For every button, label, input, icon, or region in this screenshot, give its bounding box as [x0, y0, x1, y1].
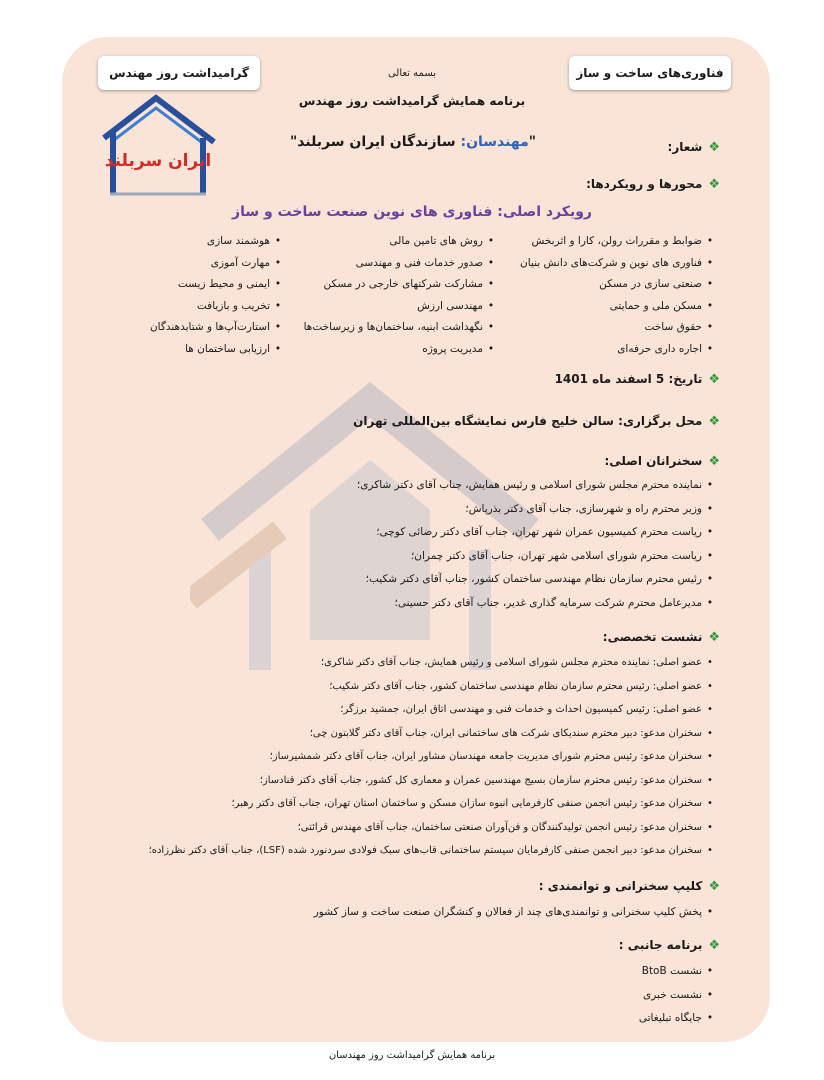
list-item: • مهارت آموزی: [150, 253, 286, 275]
list-item: • ریاست محترم کمیسیون عمران شهر تهران، جناب آقای دکتر رضائی کوچی؛: [357, 521, 718, 545]
list-item: • عضو اصلی: نماینده محترم مجلس شورای اسلامی و رئیس همایش، جناب آقای دکتر شاکری؛: [149, 651, 718, 675]
date-label: تاریخ:: [668, 372, 703, 386]
slogan-quote: ": [528, 134, 537, 150]
list-item: • نشست خبری: [639, 984, 718, 1008]
list-item: • صنعتی سازی در مسکن: [520, 274, 718, 296]
slogan-rest: سازندگان ایران سربلند": [290, 134, 461, 150]
diamond-bullet-icon: ❖: [708, 630, 720, 645]
side-program-row: [619, 938, 720, 953]
list-item: • اجاره داری حرفه‌ای: [520, 339, 718, 361]
diamond-bullet-icon: ❖: [708, 414, 720, 429]
list-item: • نماینده محترم مجلس شورای اسلامی و رئیس همایش، جناب آقای دکتر شاکری؛: [357, 474, 718, 498]
side-program-label: برنامه جانبی :: [618, 938, 703, 952]
diamond-bullet-icon: ❖: [708, 454, 720, 469]
diamond-bullet-icon: ❖: [708, 879, 720, 894]
clip-list: [314, 901, 718, 925]
bismillah: بسمه تعالی: [387, 68, 437, 79]
list-item: • حقوق ساخت: [520, 317, 718, 339]
list-item: • سخنران مدعو: دبیر انجمن صنفی کارفرمایان سیستم ساختمانی قاب‌های سبک فولادی سردنورد شده (LSF)، جناب آقای دکتر نظرزاده؛: [149, 839, 718, 863]
list-item: • نگهداشت ابنیه، ساختمان‌ها و زیرساخت‌ها: [304, 317, 499, 339]
header-event-text: گرامیداشت روز مهندس: [109, 66, 249, 80]
venue-label: محل برگزاری:: [618, 414, 703, 428]
clip-row: [539, 879, 720, 894]
list-item: • سخنران مدعو: رئیس انجمن صنفی کارفرمایی انبوه سازان مسکن و ساختمان استان تهران، جناب آقای دکتر رهبر؛: [149, 792, 718, 816]
diamond-bullet-icon: ❖: [708, 938, 720, 953]
themes-column-3: [150, 231, 286, 360]
speakers-row: [604, 454, 720, 469]
logo-text: ایران سربلند: [104, 151, 212, 171]
list-item: • ایمنی و محیط زیست: [150, 274, 286, 296]
header-topic-text: فناوری‌های ساخت و ساز: [576, 66, 724, 80]
list-item: • سخنران مدعو: رئیس انجمن تولیدکنندگان و فن‌آوران صنعتی ساختمان، جناب آقای مهندس قرائتی؛: [149, 816, 718, 840]
panel-row: [603, 630, 720, 645]
venue-row: [353, 414, 720, 429]
diamond-bullet-icon: ❖: [708, 372, 720, 387]
slogan-row: [668, 140, 720, 155]
list-item: • پخش کلیپ سخنرانی و توانمندی‌های چند از فعالان و کنشگران صنعت ساخت و ساز کشور: [314, 901, 718, 925]
list-item: • سخنران مدعو: رئیس محترم شورای مدیریت جامعه مهندسان مشاور ایران، جناب آقای دکتر شمشیرساز؛: [149, 745, 718, 769]
list-item: • مشارکت شرکتهای خارجی در مسکن: [304, 274, 499, 296]
list-item: • رئیس محترم سازمان نظام مهندسی ساختمان کشور، جناب آقای دکتر شکیب؛: [357, 568, 718, 592]
list-item: • ارزیابی ساختمان ها: [150, 339, 286, 361]
list-item: • عضو اصلی: رئیس کمیسیون احداث و خدمات فنی و مهندسی اتاق ایران، جمشید برزگر؛: [149, 698, 718, 722]
side-program-list: [639, 960, 718, 1031]
diamond-bullet-icon: ❖: [708, 140, 720, 155]
venue-value: سالن خلیج فارس نمایشگاه بین‌المللی تهران: [353, 414, 619, 428]
list-item: • نشست BtoB: [639, 960, 718, 984]
footer-text: برنامه همایش گرامیداشت روز مهندسان: [328, 1050, 496, 1061]
list-item: • عضو اصلی: رئیس محترم سازمان نظام مهندسی ساختمان کشور، جناب آقای دکتر شکیب؛: [149, 675, 718, 699]
main-approach: رویکرد اصلی: فناوری های نوین صنعت ساخت و ساز: [232, 204, 592, 220]
list-item: • مهندسی ارزش: [304, 296, 499, 318]
list-item: • ضوابط و مقررات رولن، کارا و اثربخش: [520, 231, 718, 253]
panel-list: [149, 651, 718, 863]
slogan-highlight: مهندسان:: [460, 134, 529, 150]
list-item: • روش های تامین مالی: [304, 231, 499, 253]
program-title: برنامه همایش گرامیداشت روز مهندس: [298, 94, 526, 108]
list-item: • سخنران مدعو: رئیس محترم سازمان بسیج مهندسین عمران و معماری کل کشور، جناب آقای دکتر قنادساز؛: [149, 769, 718, 793]
date-value: 5 اسفند ماه 1401: [554, 372, 669, 386]
list-item: • استارت‌آپ‌ها و شتابدهندگان: [150, 317, 286, 339]
list-item: • جایگاه تبلیغاتی: [639, 1007, 718, 1031]
list-item: • مدیریت پروژه: [304, 339, 499, 361]
list-item: • هوشمند سازی: [150, 231, 286, 253]
list-item: • مسکن ملی و حمایتی: [520, 296, 718, 318]
speakers-label: سخنرانان اصلی:: [604, 454, 703, 468]
themes-row: [586, 177, 720, 192]
diamond-bullet-icon: ❖: [708, 177, 720, 192]
list-item: • صدور خدمات فنی و مهندسی: [304, 253, 499, 275]
clip-label: کلیپ سخنرانی و توانمندی :: [538, 879, 703, 893]
themes-label: محورها و رویکردها:: [586, 177, 703, 191]
panel-label: نشست تخصصی:: [602, 630, 703, 644]
themes-column-2: [304, 231, 499, 360]
date-row: [555, 372, 720, 387]
themes-column-1: [520, 231, 718, 360]
list-item: • وزیر محترم راه و شهرسازی، جناب آقای دکتر بذرپاش؛: [357, 498, 718, 522]
list-item: • ریاست محترم شورای اسلامی شهر تهران، جناب آقای دکتر چمران؛: [357, 545, 718, 569]
list-item: • تخریب و بازیافت: [150, 296, 286, 318]
slogan-value: [290, 134, 536, 150]
list-item: • فناوری های نوین و شرکت‌های دانش بنیان: [520, 253, 718, 275]
speakers-list: [357, 474, 718, 615]
slogan-label: شعار:: [667, 140, 703, 154]
list-item: • مدیرعامل محترم شرکت سرمایه گذاری غدیر، جناب آقای دکتر حسینی؛: [357, 592, 718, 616]
list-item: • سخنران مدعو: دبیر محترم سندیکای شرکت های ساختمانی ایران، جناب آقای دکتر گلابتون چی؛: [149, 722, 718, 746]
